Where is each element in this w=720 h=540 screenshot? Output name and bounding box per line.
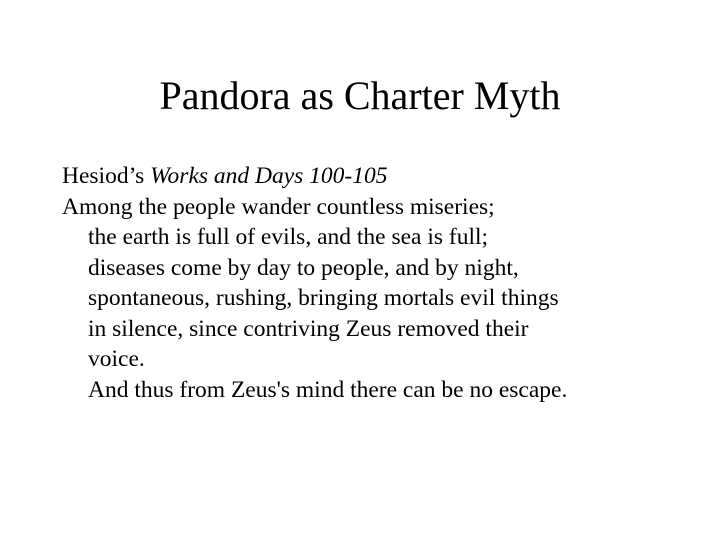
citation-line (62, 161, 702, 192)
poem-line-6: voice. (88, 346, 145, 372)
poem-line-5: in silence, since contriving Zeus removed their (88, 315, 529, 342)
poem-line-1: Among the people wander countless miseries; (62, 193, 495, 220)
slide-title: Pandora as Charter Myth (159, 73, 561, 118)
poem-line-2: the earth is full of evils, and the sea is full; (88, 224, 489, 250)
poem-line-4: spontaneous, rushing, bringing mortals evil things (88, 285, 559, 311)
poem-line-7: And thus from Zeus's mind there can be no escape. (88, 376, 568, 403)
slide-body (62, 161, 702, 405)
citation-work: Works and Days 100-105 (150, 163, 388, 189)
poem-line-3: diseases come by day to people, and by night, (88, 254, 519, 281)
citation-author: Hesiod’s (62, 163, 145, 189)
